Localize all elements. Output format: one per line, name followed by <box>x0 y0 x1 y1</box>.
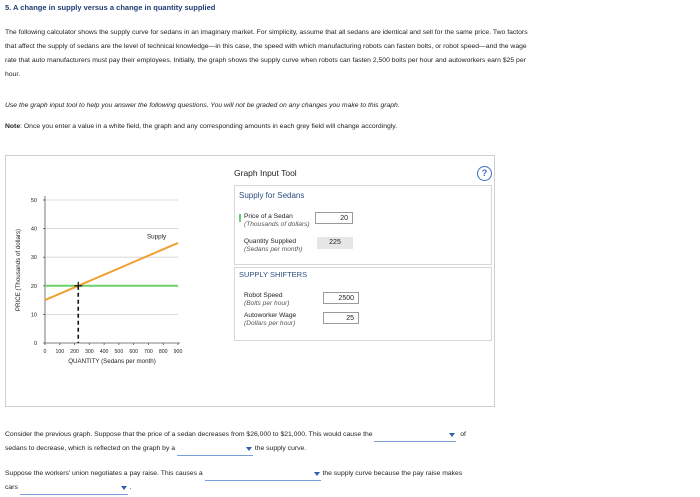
wage-label: Autoworker Wage <box>244 312 297 319</box>
x-tick-label: 0 <box>43 349 47 355</box>
y-tick-label: 40 <box>30 226 37 233</box>
price-unit: (Thousands of dollars) <box>244 220 310 228</box>
x-axis-label: QUANTITY (Sedans per month) <box>68 358 156 365</box>
robot-speed-input[interactable]: 2500 <box>323 292 359 304</box>
q2-text-1: Suppose the workers' union negotiates a pay raise. This causes a <box>5 470 203 477</box>
q2-text-3: cars <box>5 484 18 491</box>
q2-dropdown-1[interactable] <box>205 471 321 481</box>
y-tick-label: 0 <box>33 341 37 347</box>
calculator-panel <box>5 155 495 407</box>
question-heading: 5. A change in supply versus a change in quantity supplied <box>5 3 216 12</box>
supply-section-title: Supply for Sedans <box>239 191 305 200</box>
y-tick-label: 30 <box>30 255 37 262</box>
y-tick-label: 10 <box>30 312 37 319</box>
robot-label: Robot Speed <box>244 292 283 299</box>
x-tick-label: 200 <box>70 349 79 355</box>
q1-text-3: sedans to decrease, which is reflected on the graph by a <box>5 445 176 452</box>
q1-dropdown-1[interactable] <box>374 432 456 442</box>
x-tick-label: 300 <box>85 349 94 355</box>
chevron-down-icon <box>314 472 320 476</box>
price-line-marker <box>239 214 241 222</box>
x-tick-label: 100 <box>55 349 65 355</box>
x-tick-label: 600 <box>129 349 138 355</box>
x-tick-label: 800 <box>158 349 168 355</box>
robot-field-label <box>244 292 324 307</box>
chevron-down-icon <box>449 433 455 437</box>
tool-title: Graph Input Tool <box>234 168 297 178</box>
shifters-section-title: SUPPLY SHIFTERS <box>239 270 308 279</box>
graph-input-tool <box>234 164 494 404</box>
help-icon[interactable]: ? <box>477 166 492 181</box>
q1-text-1: Consider the previous graph. Suppose that the price of a sedan decreases from $26,000 to $21,000. This would cause the <box>5 431 373 438</box>
price-field-label <box>244 213 324 228</box>
question-1 <box>5 428 695 456</box>
q1-dropdown-2[interactable] <box>177 446 253 456</box>
wage-unit: (Dollars per hour) <box>244 319 296 327</box>
supply-curve-label: Supply <box>146 233 167 241</box>
instruction-text: Use the graph input tool to help you answer the following questions. You will not be graded on any changes you make to this graph. <box>5 102 400 109</box>
q1-text-2: of <box>460 431 466 438</box>
price-label: Price of a Sedan <box>244 213 293 220</box>
supply-graph[interactable] <box>6 156 221 406</box>
wage-field-label <box>244 312 324 327</box>
question-2 <box>5 467 695 495</box>
qty-output: 225 <box>317 237 353 249</box>
x-tick-label: 700 <box>144 349 153 355</box>
qty-unit: (Sedans per month) <box>244 245 303 253</box>
graph-axes <box>31 196 183 355</box>
x-tick-label: 500 <box>114 349 124 355</box>
x-tick-label: 900 <box>173 349 183 355</box>
qty-field-label <box>244 238 324 253</box>
intro-paragraph: The following calculator shows the supply curve for sedans in an imaginary market. For simplicity, assume that all sedans are identical and sell for the same price. Two factors that affect the supply of sedans are the level of technical knowledge—in this case, the speed with which manufacturing robots can fasten bolts, or robot speed—and the wage rate that auto manufacturers must pay their employees. Initially, the graph shows the supply curve when robots can fasten 2,500 bolts per hour and autoworkers earn $25 per hour. <box>5 29 528 78</box>
chevron-down-icon <box>121 486 127 490</box>
note-body: : Once you enter a value in a white field, the graph and any corresponding amounts in each grey field will change accordingly. <box>20 123 398 130</box>
x-tick-label: 400 <box>99 349 109 355</box>
supply-curve <box>45 243 178 300</box>
q1-text-4: the supply curve. <box>254 445 307 452</box>
price-input[interactable]: 20 <box>315 212 353 224</box>
chevron-down-icon <box>246 447 252 451</box>
y-axis-label: PRICE (Thousands of dollars) <box>15 228 22 312</box>
wage-input[interactable]: 25 <box>323 312 359 324</box>
q2-text-2: the supply curve because the pay raise makes <box>322 470 463 477</box>
note-label: Note <box>5 123 21 130</box>
q2-text-4: . <box>129 484 132 491</box>
note-text <box>5 123 397 130</box>
q2-dropdown-2[interactable] <box>20 485 128 495</box>
y-tick-label: 50 <box>30 198 37 204</box>
robot-unit: (Bolts per hour) <box>244 299 290 307</box>
y-tick-label: 20 <box>30 283 37 290</box>
qty-label: Quantity Supplied <box>244 238 297 245</box>
